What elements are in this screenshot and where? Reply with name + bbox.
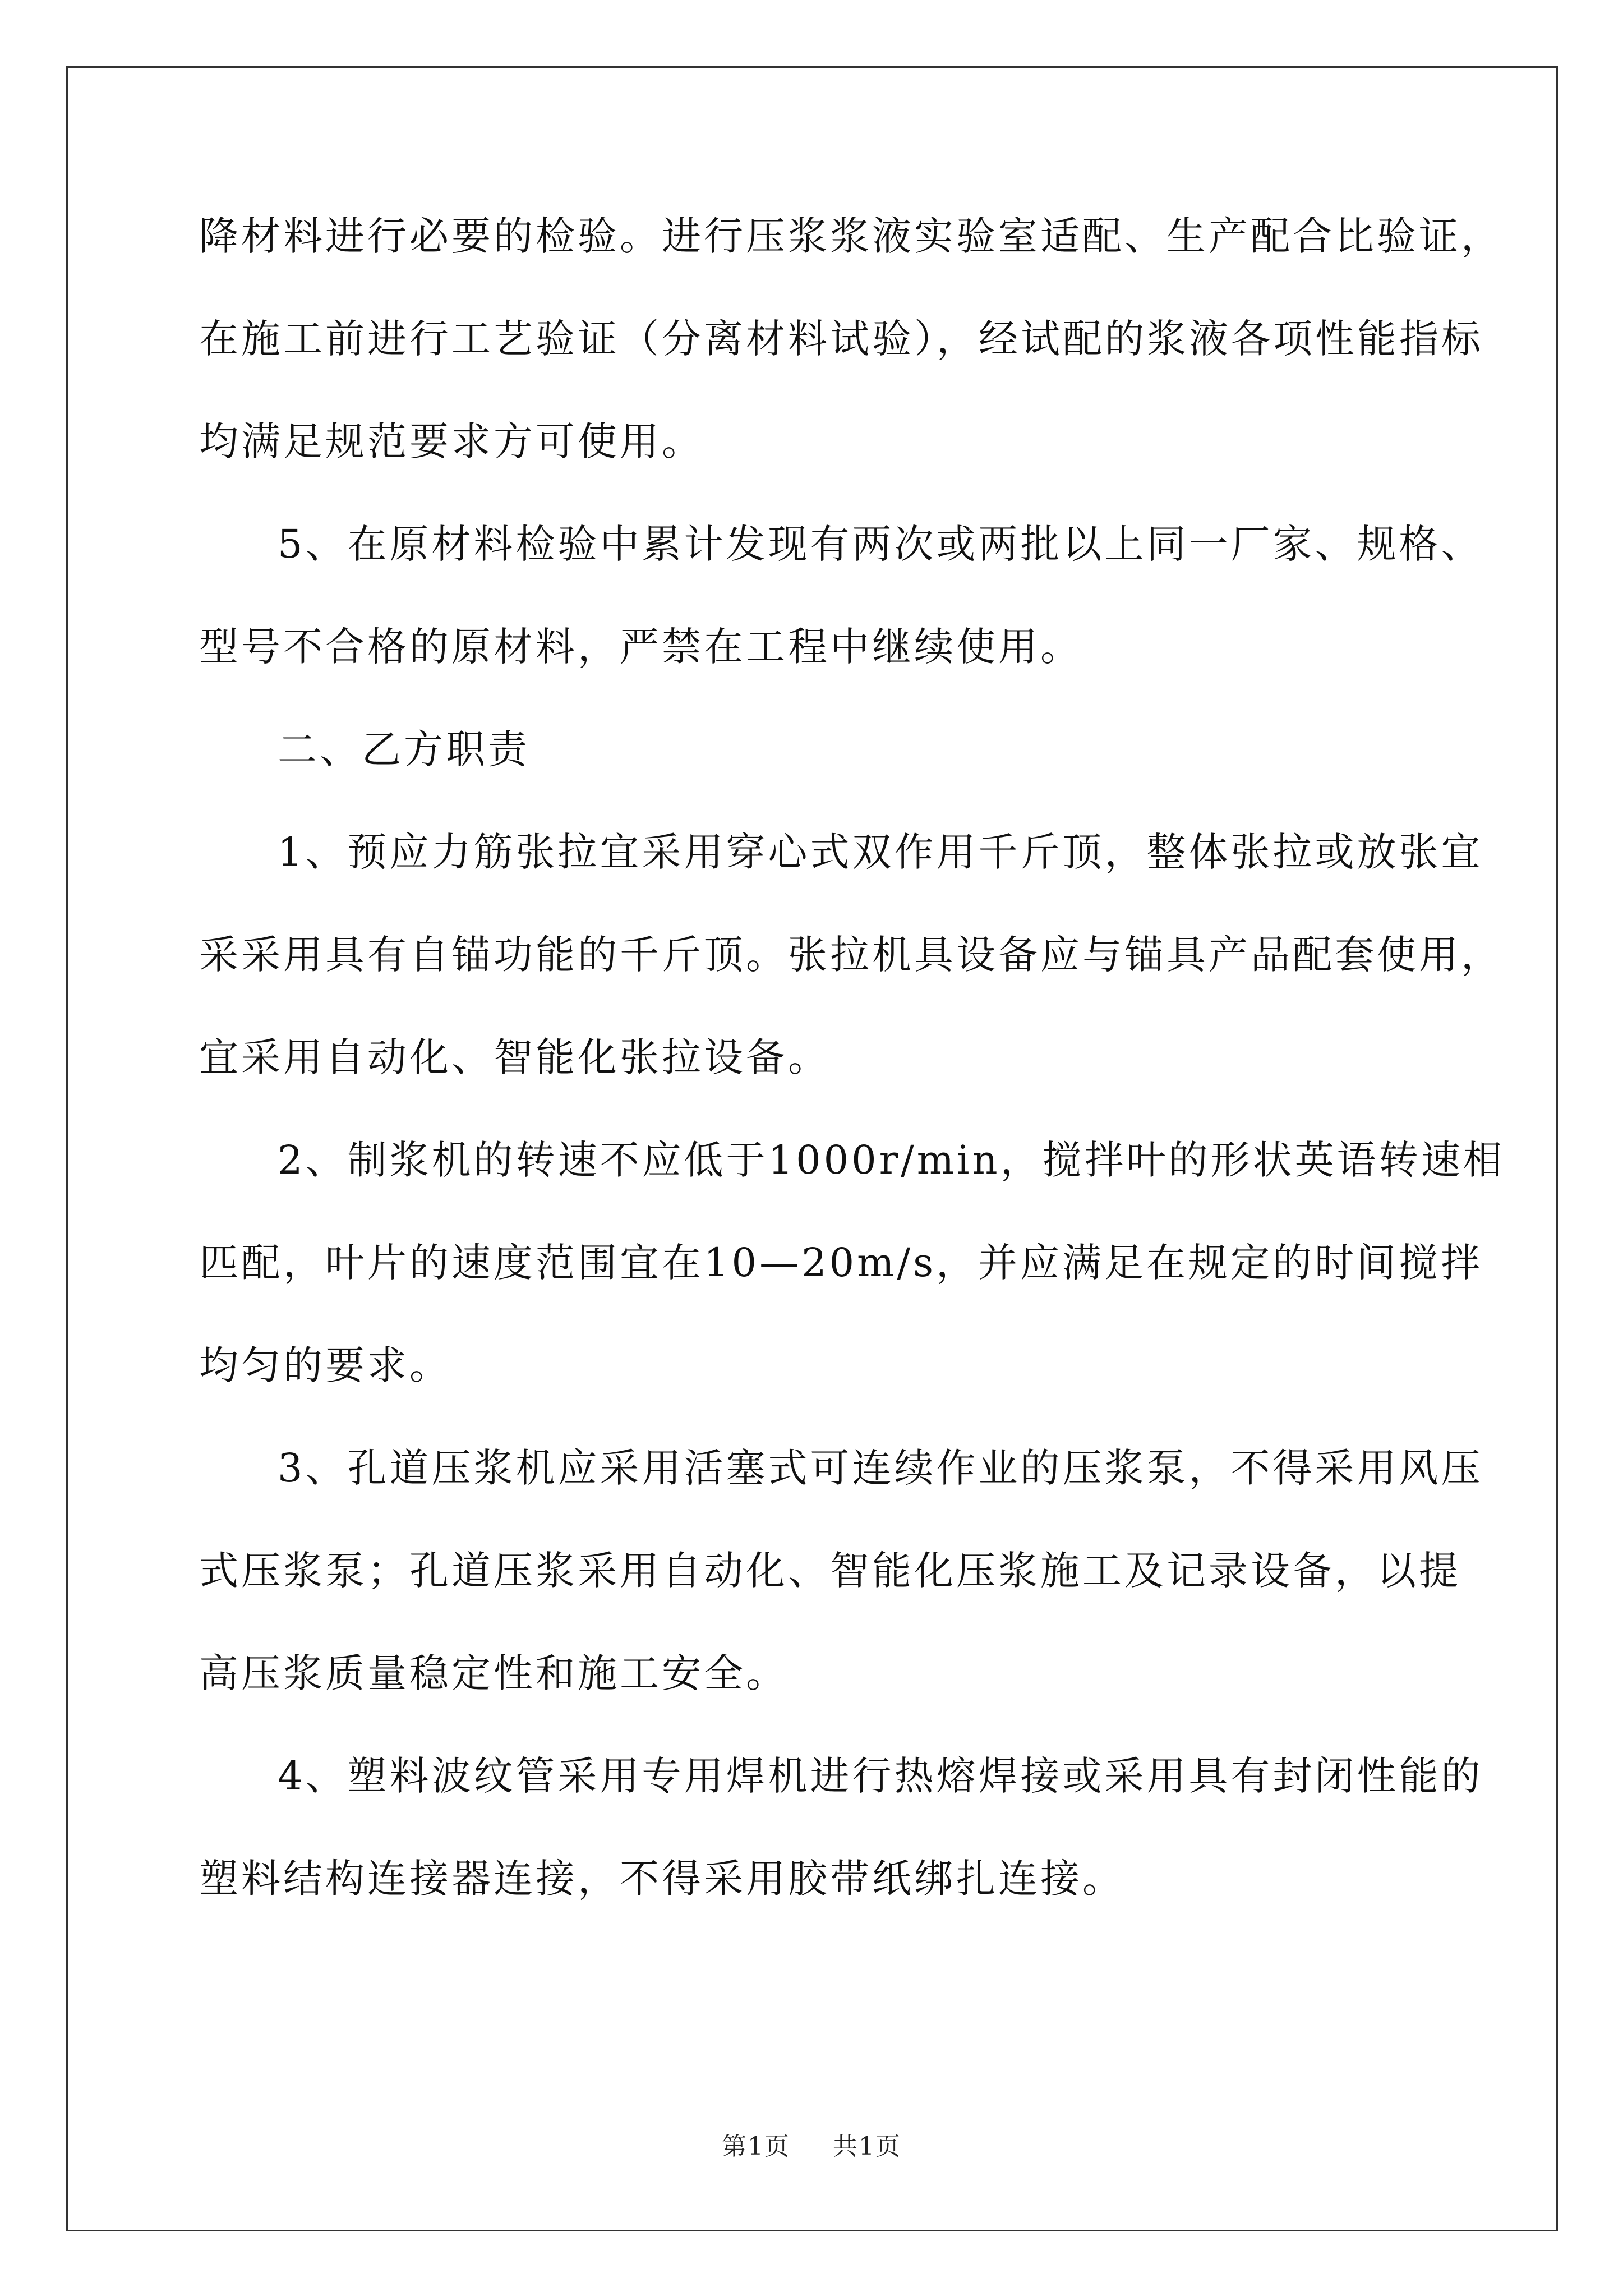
text-line: 塑料结构连接器连接，不得采用胶带纸绑扎连接。 [199, 1856, 1124, 1902]
text-line: 均满足规范要求方可使用。 [199, 418, 704, 464]
text-line: 在施工前进行工艺验证（分离材料试验），经试配的浆液各项性能指标 [199, 316, 1483, 362]
text-line: 降材料进行必要的检验。进行压浆浆液实验室适配、生产配合比验证， [199, 213, 1503, 259]
text-line: 匹配，叶片的速度范围宜在10—20m/s，并应满足在规定的时间搅拌 [199, 1240, 1483, 1286]
section-heading: 二、乙方职责 [278, 726, 530, 772]
text-line: 宜采用自动化、智能化张拉设备。 [199, 1034, 830, 1080]
text-line: 5、在原材料检验中累计发现有两次或两批以上同一厂家、规格、 [278, 521, 1483, 567]
text-line: 1、预应力筋张拉宜采用穿心式双作用千斤顶，整体张拉或放张宜 [278, 829, 1483, 875]
page-number: 第1页 [722, 2132, 790, 2161]
text-line: 均匀的要求。 [199, 1342, 451, 1388]
document-body [199, 185, 1505, 1930]
text-line: 2、制浆机的转速不应低于1000r/min，搅拌叶的形状英语转速相 [278, 1137, 1505, 1183]
text-line: 高压浆质量稳定性和施工安全。 [199, 1650, 788, 1696]
text-line: 采采用具有自锚功能的千斤顶。张拉机具设备应与锚具产品配套使用， [199, 932, 1503, 978]
page-total: 共1页 [833, 2132, 901, 2161]
text-line: 3、孔道压浆机应采用活塞式可连续作业的压浆泵，不得采用风压 [278, 1445, 1483, 1491]
text-line: 型号不合格的原材料，严禁在工程中继续使用。 [199, 624, 1082, 670]
text-line: 式压浆泵；孔道压浆采用自动化、智能化压浆施工及记录设备，以提 [199, 1548, 1461, 1594]
page-footer [0, 2126, 1623, 2162]
text-line: 4、塑料波纹管采用专用焊机进行热熔焊接或采用具有封闭性能的 [278, 1753, 1483, 1799]
